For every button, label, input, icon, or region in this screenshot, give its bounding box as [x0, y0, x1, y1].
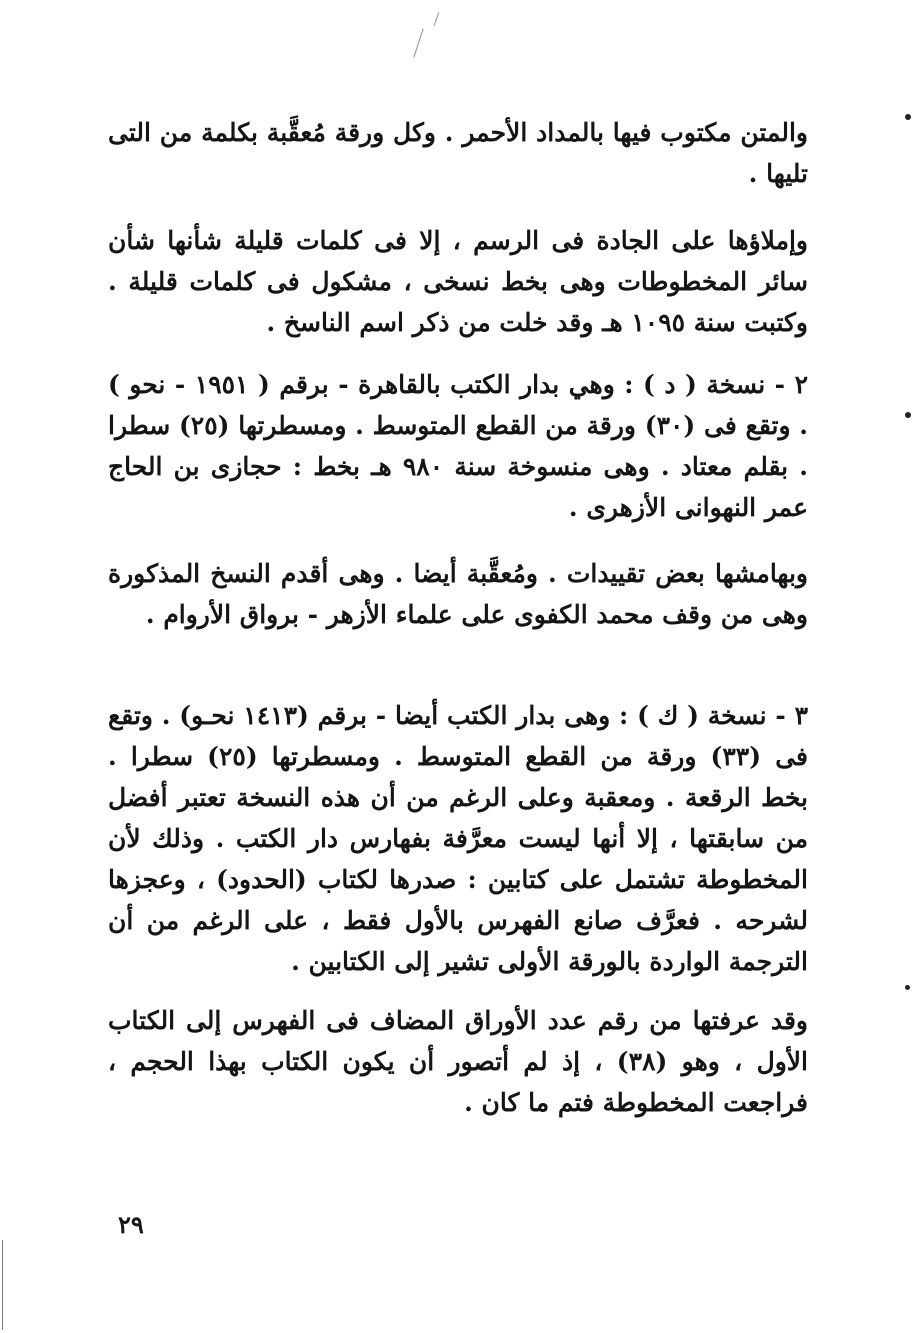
binding-edge: [2, 1240, 3, 1330]
paragraph-6: وقد عرفتها من رقم عدد الأوراق المضاف فى الفهرس إلى الكتاب الأول ، وهو (٣٨) ، إذ لم أتصور أن يكون الكتاب بهذا الحجم ، فراجعت المخطوطة فتم ما كان .: [108, 1006, 809, 1117]
paragraph-5-manuscript-k: ٣ - نسخة ( ك ) : وهى بدار الكتب أيضا - برقم (١٤١٣ نحـو) . وتقع فى (٣٣) ورقة من القطع المتوسط . ومسطرتها (٢٥) سطرا . بخط الرقعة . ومعقبة وعلى الرغم من أن هذه النسخة تعتبر أفضل من سابقتها ، إلا أنها ليست معرَّفة بفهارس دار الكتب . وذلك لأن المخطوطة تشتمل على كتابين : صدرها لكتاب (الحدود) ، وعجزها لشرحه . فعرَّف صانع الفهرس بالأول فقط ، على الرغم من أن الترجمة الواردة بالورقة الأولى تشير إلى الكتابين .: [108, 701, 808, 976]
margin-speck-3: [905, 985, 910, 990]
scan-mark-top: [413, 29, 423, 58]
paragraph-3-manuscript-d: ٢ - نسخة ( د ) : وهي بدار الكتب بالقاهرة - برقم ( ١٩٥١ - نحو ) . وتقع فى (٣٠) ورقة من القطع المتوسط . ومسطرتها (٢٥) سطرا . بقلم معتاد . وهى منسوخة سنة ٩٨٠ هـ بخط : حجازى بن الحاج عمر النهوانى الأزهرى .: [108, 370, 809, 522]
paragraph-4: وبهامشها بعض تقييدات . ومُعقَّبة أيضا . وهى أقدم النسخ المذكورة وهى من وقف محمد الكفوى على علماء الأزهر - برواق الأروام .: [108, 559, 808, 629]
margin-speck-2: [905, 412, 911, 418]
scan-mark-top-2: [434, 12, 440, 25]
margin-speck-1: [905, 114, 911, 120]
paragraph-2: وإملاؤها على الجادة فى الرسم ، إلا فى كلمات قليلة شأنها شأن سائر المخطوطات وهى بخط نسخى ، مشكول فى كلمات قليلة . وكتبت سنة ١٠٩٥ هـ وقد خلت من ذكر اسم الناسخ .: [108, 226, 808, 337]
page-number: ٢٩: [118, 1210, 144, 1239]
paragraph-1: والمتن مكتوب فيها بالمداد الأحمر . وكل ورقة مُعقَّبة بكلمة من التى تليها .: [108, 118, 808, 188]
